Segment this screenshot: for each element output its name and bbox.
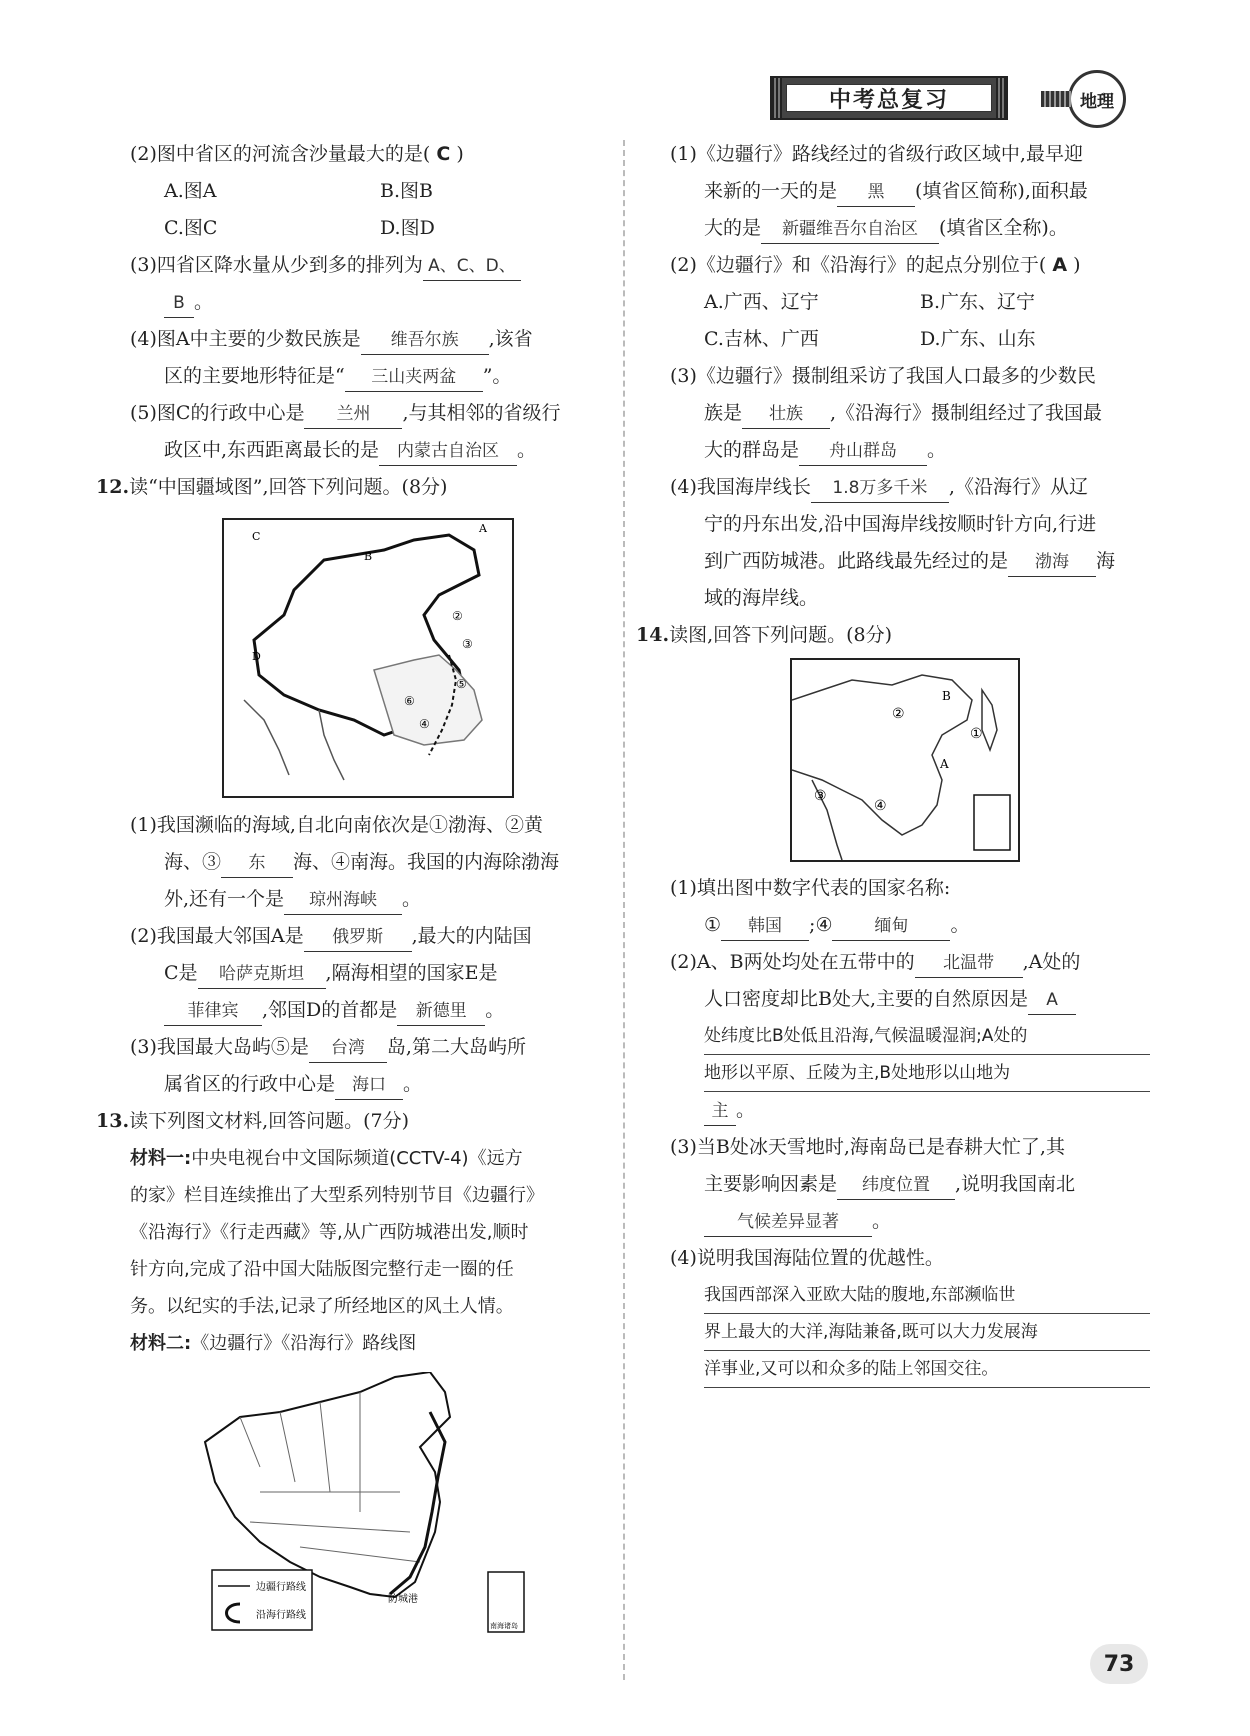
map-label-2: ② (452, 609, 463, 623)
page-number: 73 (1090, 1644, 1148, 1684)
route-inset-label: 南海诸岛 (490, 1622, 518, 1630)
india-coast (244, 700, 289, 775)
asia-label-4: ④ (874, 798, 887, 814)
coast-route-line (390, 1412, 445, 1594)
legend-label-2: 沿海行路线 (256, 1610, 306, 1621)
asia-label-3: ③ (814, 788, 827, 804)
route-place-label: 防城港 (388, 1594, 418, 1605)
japan-outline (982, 690, 997, 750)
map-label-4: ④ (419, 717, 430, 731)
china-map-drawing (224, 520, 512, 796)
map-label-d: D (252, 650, 261, 663)
header-banner (770, 76, 1008, 120)
map-label-3: ③ (462, 637, 473, 651)
map-label-5: ⑤ (456, 677, 467, 691)
map-label-6: ⑥ (404, 694, 415, 708)
asia-inset-box (974, 795, 1010, 850)
right-column: (1)《边疆行》路线经过的省级行政区域中,最早迎 来新的一天的是 黑 (填省区简称),面积最 大的是 新疆维吾尔自治区 (填省区全称)。 (2)《边疆行》和《沿海行》的起点分别位于( A ) A.广西、辽宁 B.广东、辽宁 C.吉林、广西 D.广东、山东 (3)《边疆行》摄制组采访了我国人口最多的少数民 族是 壮族 ,《沿海行》摄制组经过了我国最 大的群岛是 舟山群岛 。 (4)我国海岸线长 1.8万多千米 ,《沿海行》从辽 宁的丹东出发,沿中国海岸线按顺时针方向,行进 到广西防城港。此路线最先经过的是 渤海 海 域的海岸线。 14.读图,回答下列问题。(8分) (636, 143, 1116, 646)
asia-map-drawing (792, 660, 1018, 860)
china-territory-map (222, 518, 514, 798)
asia-label-1: ① (970, 726, 983, 742)
route-map-drawing (200, 1372, 530, 1640)
asia-label-2: ② (892, 706, 905, 722)
header-title: 中考总复习 (786, 84, 992, 112)
subject-badge: 地理 (1068, 70, 1126, 128)
route-province-lines (240, 1392, 420, 1562)
map-label-c: C (252, 530, 261, 543)
asia-label-b: B (942, 689, 951, 703)
map-label-a: A (479, 522, 487, 535)
map-label-b: B (364, 550, 373, 563)
route-legend-box (212, 1570, 312, 1630)
q14-answers: (1)填出图中数字代表的国家名称: ① 韩国 ;④ 缅甸 。 (2)A、B两处均处在五带中的 北温带 ,A处的 人口密度却比B处大,主要的自然原因是 A 处纬度比B处低且沿海,气候温暖湿润;A处的 地形以平原、丘陵为主,B处地形以山地为 主 。 (3)当B处冰天雪地时,海南岛已是春耕大忙了,其 主要影响因素是 纬度位置 ,说明我国南北 气候差异显著 。 (4)说明我国海陆位置的优越性。 我国西部深入亚欧大陆的腹地,东部濒临世 界上最大的大洋,海陆兼备,既可以大力发展海 洋事业,又可以和众多的陆上邻国交往。 (670, 870, 1150, 1388)
left-column: (2)图中省区的河流含沙量最大的是( C ) A.图A B.图B C.图C D.图D (3)四省区降水量从少到多的排列为 A、C、D、 B 。 (4)图A中主要的少数民族是 维吾尔族 ,该省 区的主要地形特征是“ 三山夹两盆 ”。 (5)图C的行政中心是 兰州 ,与其相邻的省级行 政区中,东西距离最长的是 内蒙古自治区 。 12.读“中国疆域图”,回答下列问题。(8分) (96, 143, 561, 498)
route-map (200, 1372, 530, 1640)
column-divider (623, 140, 625, 1680)
q12-answers: (1)我国濒临的海域,自北向南依次是①渤海、②黄 海、③ 东 海、④南海。我国的内海除渤海 外,还有一个是 琼州海峡 。 (2)我国最大邻国A是 俄罗斯 ,最大的内陆国 C是 哈萨克斯坦 ,隔海相望的国家E是 菲律宾 ,邻国D的首都是 新德里 。 (3)我国最大岛屿⑤是 台湾 岛,第二大岛屿所 属省区的行政中心是 海口 。 13.读下列图文材料,回答问题。(7分) 材料一:中央电视台中文国际频道(CCTV-4)《远方 的家》栏目连续推出了大型系列特别节目《边疆行》 《沿海行》《行走西藏》等,从广西防城港出发,顺时 针方向,完成了沿中国大陆版图完整行走一圈的任 务。以纪实的手法,记录了所经地区的风土人情。 材料二:《边疆行》《沿海行》路线图 (96, 814, 560, 1354)
southeast-asia-coast (319, 710, 344, 780)
legend-label-1: 边疆行路线 (256, 1582, 306, 1593)
asia-map (790, 658, 1020, 862)
route-china-outline (205, 1372, 450, 1597)
asia-label-a: A (940, 757, 949, 771)
